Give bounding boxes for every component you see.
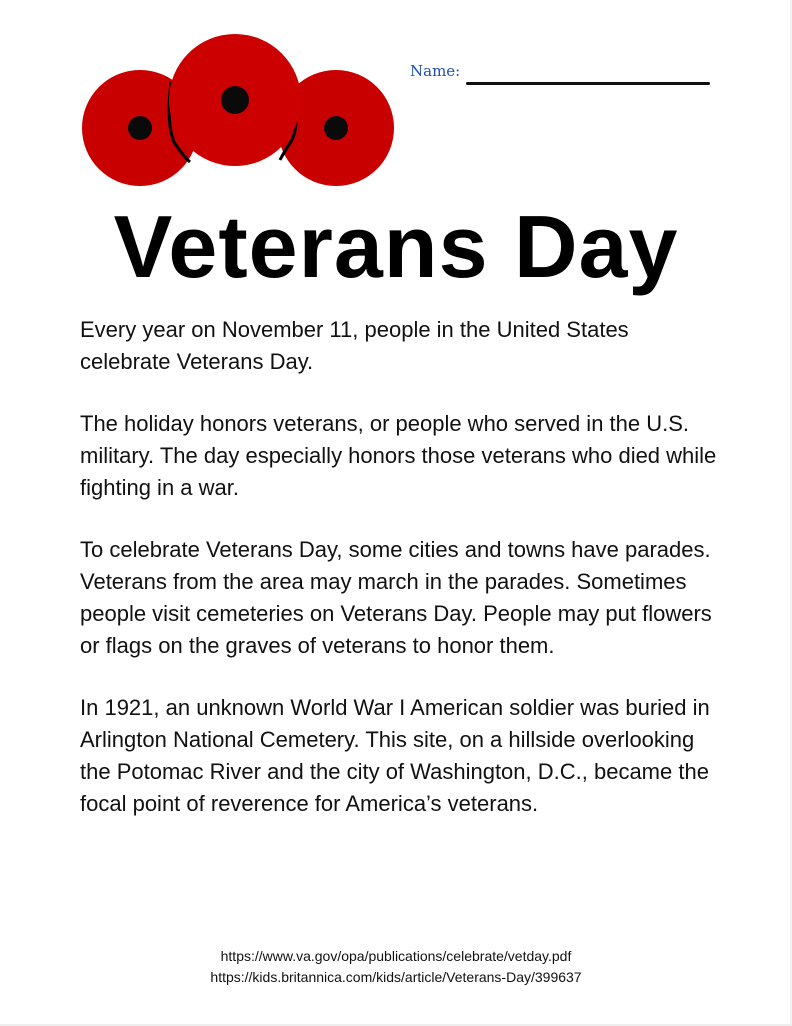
name-label: Name: — [410, 62, 461, 80]
name-blank-line[interactable] — [466, 82, 710, 85]
paragraph: In 1921, an unknown World War I American soldier was buried in Arlington National Cemetery. This site, on a hillside overlooking the Potomac River and the city of Washington, D.C., became the focal point of reverence for America’s veterans. — [80, 695, 710, 816]
source-link[interactable]: https://kids.britannica.com/kids/article/Veterans-Day/399637 — [210, 969, 582, 985]
poppies-illustration — [78, 32, 398, 194]
paragraph: To celebrate Veterans Day, some cities and towns have parades. Veterans from the area may march in the parades. Sometimes people visit cemeteries on Veterans Day. People may put flowers or flags on the graves of veterans to honor them. — [80, 537, 712, 658]
article-body — [80, 314, 720, 850]
sources — [0, 946, 792, 988]
paragraph: The holiday honors veterans, or people who served in the U.S. military. The day especially honors those veterans who died while fighting in a war. — [80, 411, 717, 500]
page-title: Veterans Day — [113, 197, 679, 296]
source-link[interactable]: https://www.va.gov/opa/publications/celebrate/vetday.pdf — [220, 948, 572, 964]
paragraph: Every year on November 11, people in the United States celebrate Veterans Day. — [80, 317, 629, 374]
poppy-center — [169, 34, 301, 166]
